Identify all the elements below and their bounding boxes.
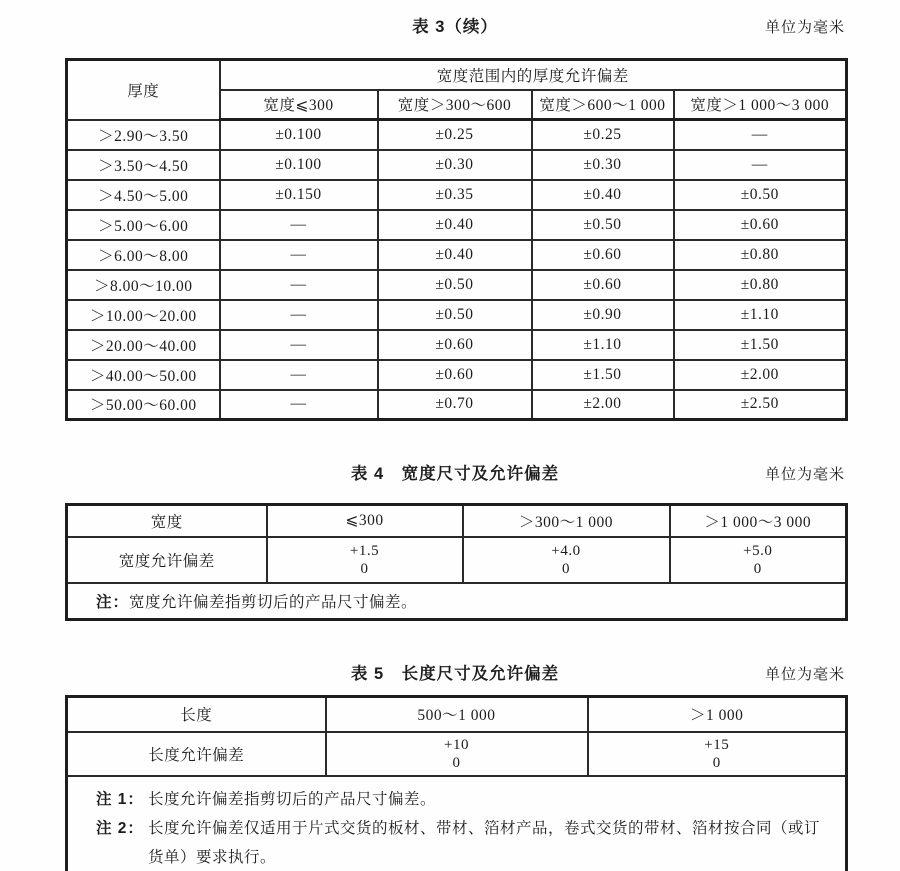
table3-col-header-2: 宽度＞600～1 000 [532,90,674,120]
tolerance-cell: ±2.00 [532,390,674,420]
tolerance-cell [326,732,588,776]
tolerance-cell: ±0.35 [378,180,532,210]
table4-unit-label: 单位为毫米 [764,467,845,483]
thickness-range-cell: ＞5.00～6.00 [67,210,220,240]
tolerance-cell [463,537,670,583]
table5-notes [67,776,847,871]
stacked-tolerance [350,542,379,578]
table3-span-header: 宽度范围内的厚度允许偏差 [220,60,847,90]
table-row [67,180,847,210]
tolerance-cell: — [220,330,378,360]
note-label: 注： [96,593,130,611]
thickness-range-cell: ＞4.50～5.00 [67,180,220,210]
table5-col-header-1: ＞1 000 [588,696,847,732]
stacked-tolerance [704,736,729,772]
tolerance-cell: ±0.60 [378,330,532,360]
tolerance-cell: ±0.60 [378,360,532,390]
table5-row-label: 长度允许偏差 [67,732,326,776]
tolerance-cell: ±0.25 [532,120,674,150]
table3-col-header-3: 宽度＞1 000～3 000 [674,90,847,120]
tolerance-cell: ±0.30 [378,150,532,180]
table4-note-row [67,583,847,620]
tolerance-cell: ±0.100 [220,120,378,150]
table5-unit-label: 单位为毫米 [764,666,845,683]
table-row [67,120,847,150]
tolerance-lower: 0 [360,560,369,577]
table5-title-row [65,661,845,687]
tolerance-cell: ±0.50 [674,180,847,210]
tolerance-cell: ±2.00 [674,360,847,390]
table5-row-header: 长度 [67,696,326,732]
table4-col-header-1: ＞300～1 000 [463,505,670,537]
tolerance-cell [670,537,847,583]
note-line-2 [96,814,829,871]
tolerance-cell: — [674,150,847,180]
tolerance-cell: ±0.60 [532,270,674,300]
thickness-range-cell: ＞3.50～4.50 [67,150,220,180]
table4-row-header: 宽度 [67,505,267,537]
table4-row-label: 宽度允许偏差 [67,537,267,583]
table5-header-row [67,696,847,732]
tolerance-cell: ±1.10 [532,330,674,360]
table4-header-row [67,505,847,537]
note-label: 注 2： [96,820,144,837]
stacked-tolerance [743,542,772,578]
tolerance-cell: — [220,300,378,330]
tolerance-cell: ±0.90 [532,300,674,330]
table5-note-row [67,776,847,871]
table5 [65,695,848,871]
note-label: 注 1： [96,791,144,808]
tolerance-cell: — [220,210,378,240]
tolerance-cell: — [220,270,378,300]
tolerance-upper: +1.5 [349,542,380,559]
stacked-tolerance [551,542,580,578]
table5-col-header-0: 500～1 000 [326,696,588,732]
table3 [65,58,848,421]
tolerance-cell: ±1.10 [674,300,847,330]
table-row [67,390,847,420]
table4-col-header-0: ⩽300 [267,505,463,537]
tolerance-upper: +15 [704,737,730,753]
table3-col-header-0: 宽度⩽300 [220,90,378,120]
tolerance-upper: +10 [444,737,469,753]
table4 [65,503,848,621]
tolerance-cell [588,732,847,776]
tolerance-cell: — [220,360,378,390]
table-row [67,360,847,390]
table4-value-row [67,537,847,583]
tolerance-cell: ±2.50 [674,390,847,420]
table3-unit-label: 单位为毫米 [764,20,845,36]
tolerance-cell: ±0.50 [378,300,532,330]
tolerance-upper: +5.0 [743,542,773,559]
table3-header-row-1 [67,60,847,90]
thickness-range-cell: ＞10.00～20.00 [67,300,220,330]
tolerance-cell: ±0.80 [674,270,847,300]
tolerance-cell: ±0.40 [378,240,532,270]
tolerance-cell: ±1.50 [532,360,674,390]
tolerance-cell: ±1.50 [674,330,847,360]
note-text: 长度允许偏差指剪切后的产品尺寸偏差。 [147,791,436,808]
table4-col-header-2: ＞1 000～3 000 [670,505,847,537]
tolerance-cell: — [674,120,847,150]
table5-title: 表 5 长度尺寸及允许偏差 [350,664,560,683]
table4-title-row [65,461,845,487]
tolerance-lower: 0 [452,755,461,771]
thickness-range-cell: ＞6.00～8.00 [67,240,220,270]
note-text: 宽度允许偏差指剪切后的产品尺寸偏差。 [129,593,418,611]
note-text: 长度允许偏差仅适用于片式交货的板材、带材、箔材产品，卷式交货的带材、箔材按合同（或订货单）要求执行。 [147,820,820,866]
thickness-range-cell: ＞40.00～50.00 [67,360,220,390]
tolerance-cell: — [220,240,378,270]
tolerance-lower: 0 [562,560,570,577]
thickness-range-cell: ＞2.90～3.50 [67,120,220,150]
table3-title-row [65,14,845,40]
tolerance-cell: ±0.60 [674,210,847,240]
tolerance-cell: ±0.40 [378,210,532,240]
table-row [67,240,847,270]
table4-title: 表 4 宽度尺寸及允许偏差 [350,465,560,483]
note-line-1 [96,785,829,814]
tolerance-lower: 0 [712,755,721,771]
tolerance-upper: +4.0 [551,542,581,559]
tolerance-cell: ±0.50 [532,210,674,240]
table3-title: 表 3（续） [412,18,498,36]
tolerance-cell: ±0.40 [532,180,674,210]
tolerance-cell: — [220,390,378,420]
thickness-range-cell: ＞8.00～10.00 [67,270,220,300]
stacked-tolerance [444,736,469,772]
table4-note [67,583,847,620]
tolerance-cell: ±0.100 [220,150,378,180]
tolerance-cell: ±0.150 [220,180,378,210]
tolerance-cell [267,537,463,583]
table-row [67,330,847,360]
table-row [67,150,847,180]
table5-value-row [67,732,847,776]
tolerance-cell: ±0.25 [378,120,532,150]
tolerance-cell: ±0.80 [674,240,847,270]
table-row [67,270,847,300]
table-row [67,210,847,240]
thickness-range-cell: ＞50.00～60.00 [67,390,220,420]
tolerance-cell: ±0.60 [532,240,674,270]
table3-col-header-1: 宽度＞300～600 [378,90,532,120]
tolerance-lower: 0 [753,560,762,577]
tolerance-cell: ±0.70 [378,390,532,420]
table-row [67,300,847,330]
tolerance-cell: ±0.30 [532,150,674,180]
table3-thickness-header: 厚度 [67,60,220,120]
thickness-range-cell: ＞20.00～40.00 [67,330,220,360]
tolerance-cell: ±0.50 [378,270,532,300]
